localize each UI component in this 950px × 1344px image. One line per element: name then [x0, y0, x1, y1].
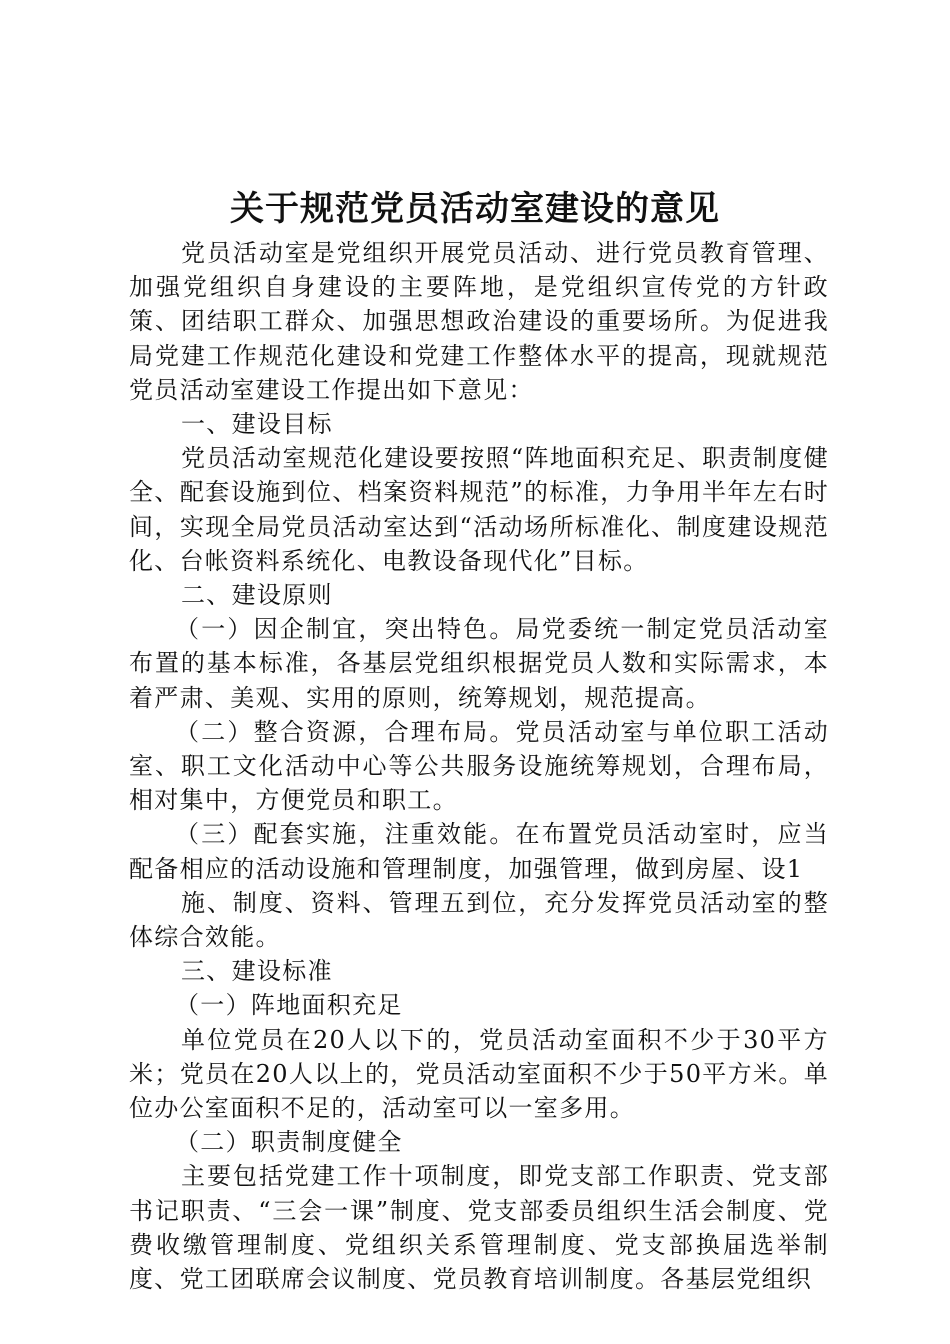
- section-heading-principles: 二、建设原则: [181, 581, 333, 610]
- paragraph-principle-2: （二）整合资源，合理布局。党员活动室与单位职工活动室、职工文化活动中心等公共服务设施统筹规划，合理布局，相对集中，方便党员和职工。: [129, 717, 829, 815]
- document-title: 关于规范党员活动室建设的意见: [230, 189, 720, 229]
- paragraph-intro: 党员活动室是党组织开展党员活动、进行党员教育管理、加强党组织自身建设的主要阵地，是党组织宣传党的方针政策、团结职工群众、加强思想政治建设的重要场所。为促进我局党建工作规范化建设和党建工作整体水平的提高，现就规范党员活动室建设工作提出如下意见：: [129, 239, 829, 404]
- paragraph-principle-3: （三）配套实施，注重效能。在布置党员活动室时，应当配备相应的活动设施和管理制度，加强管理，做到房屋、设1: [129, 820, 829, 883]
- paragraph-goal: 党员活动室规范化建设要按照“阵地面积充足、职责制度健全、配套设施到位、档案资料规范”的标准，力争用半年左右时间，实现全局党员活动室达到“活动场所标准化、制度建设规范化、台帐资料系统化、电教设备现代化”目标。: [129, 444, 829, 575]
- subsection-heading-area: （一）阵地面积充足: [175, 991, 403, 1020]
- paragraph-area: 单位党员在20人以下的，党员活动室面积不少于30平方米；党员在20人以上的，党员活动室面积不少于50平方米。单位办公室面积不足的，活动室可以一室多用。: [129, 1025, 829, 1123]
- document-body: [129, 236, 829, 1296]
- paragraph-principle-1: （一）因企制宜，突出特色。局党委统一制定党员活动室布置的基本标准，各基层党组织根据党员人数和实际需求，本着严肃、美观、实用的原则，统筹规划，规范提高。: [129, 615, 829, 712]
- section-heading-goal: 一、建设目标: [181, 410, 333, 439]
- paragraph-principle-3-continued: 施、制度、资料、管理五到位，充分发挥党员活动室的整体综合效能。: [129, 888, 829, 952]
- paragraph-rules: 主要包括党建工作十项制度，即党支部工作职责、党支部书记职责、“三会一课”制度、党支部委员组织生活会制度、党费收缴管理制度、党组织关系管理制度、党支部换届选举制度、党工团联席会议制度、党员教育培训制度。各基层党组织: [129, 1162, 829, 1294]
- subsection-heading-rules: （二）职责制度健全: [175, 1128, 403, 1157]
- section-heading-standards: 三、建设标准: [181, 957, 333, 986]
